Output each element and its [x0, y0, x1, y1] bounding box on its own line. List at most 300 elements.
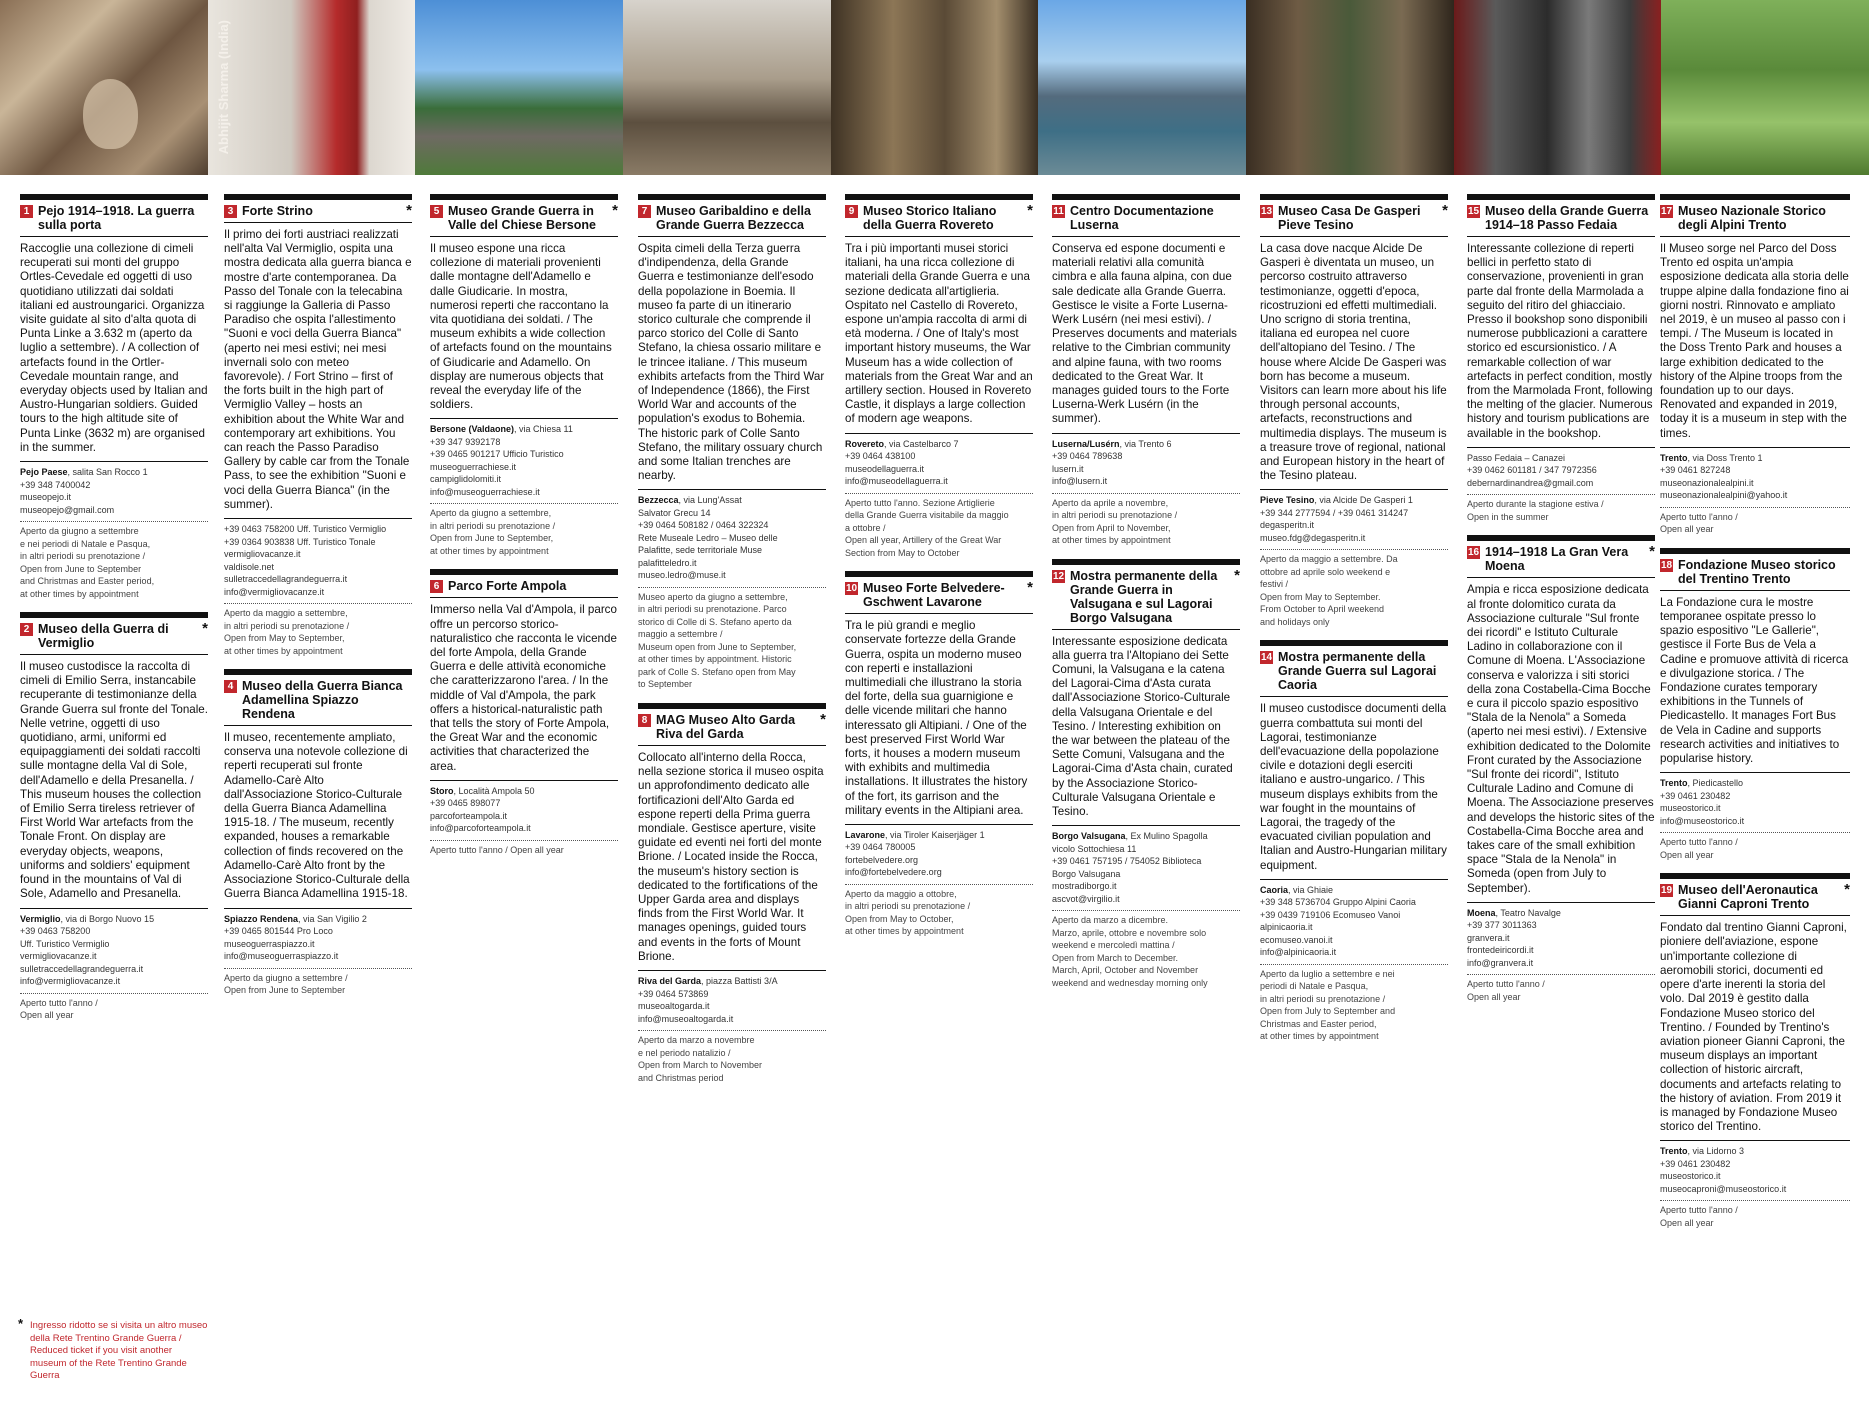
museum-contact-line: Rete Museale Ledro – Museo delle — [638, 532, 778, 543]
museum-contact-line: info@parcoforteampola.it — [430, 823, 531, 834]
opening-hours-line: in altri periodi su prenotazione / — [224, 620, 350, 631]
museum-entry-7 — [638, 194, 826, 691]
museum-contact-line: Borgo Valsugana — [1052, 868, 1121, 879]
museum-contact-line: sulletraccedellagrandeguerra.it — [20, 963, 144, 974]
museum-number-badge: 10 — [845, 583, 858, 595]
opening-hours-line: Open in the summer — [1467, 511, 1549, 522]
museum-header — [1052, 559, 1240, 625]
museum-header — [638, 194, 826, 232]
museum-contact-line: info@museoguerraspiazzo.it — [224, 951, 339, 961]
museum-number-badge: 6 — [430, 580, 443, 593]
museum-contact-line: museopejo@gmail.com — [20, 504, 115, 515]
museum-entry-13 — [1260, 194, 1448, 628]
opening-hours-line: and Christmas period — [638, 1072, 724, 1083]
museum-contact-line: ascvot@virgilio.it — [1052, 893, 1120, 904]
museum-address: Pejo Paese, salita San Rocco 1 — [20, 467, 148, 478]
opening-hours-line: Open from May to September, — [224, 633, 345, 644]
museum-title: Mostra permanente della Grande Guerra sul Lagorai Caoria — [1278, 650, 1437, 693]
opening-hours-line: Aperto da giugno a settembre, — [430, 508, 552, 519]
museum-address: Pieve Tesino, via Alcide De Gasperi 1 — [1260, 495, 1413, 506]
museum-entry-12 — [1052, 559, 1240, 990]
opening-hours-line: at other times by appointment — [224, 645, 343, 656]
photo-gallery — [1454, 0, 1662, 175]
museum-title: Centro Documentazione Luserna — [1070, 204, 1214, 232]
museum-number-badge: 17 — [1660, 206, 1673, 217]
museum-contact-line: museoguerraspiazzo.it — [224, 938, 315, 949]
museum-number-badge: 1 — [20, 205, 33, 218]
museum-contact-line: +39 0464 789638 — [1052, 451, 1123, 462]
museum-title: Museo Garibaldino e della Grande Guerra Bezzecca — [656, 204, 811, 232]
opening-hours-line: weekend e mercoledì mattina / — [1052, 940, 1175, 951]
museum-contact-line: museo.fdg@degasperitn.it — [1260, 532, 1366, 543]
footnote — [18, 1316, 210, 1383]
museum-address: Trento, via Lidorno 3 — [1660, 1146, 1745, 1157]
opening-hours-line: Aperto tutto l'anno / — [1467, 979, 1545, 990]
museum-contact-line: info@museoaltogarda.it — [638, 1013, 734, 1024]
opening-hours-line: at other times by appointment — [20, 588, 139, 599]
museum-entry-6 — [430, 569, 618, 856]
reduced-ticket-star-icon: * — [820, 710, 826, 728]
opening-hours-line: della Grande Guerra visitabile da maggio — [845, 510, 1009, 521]
museum-address: Lavarone, via Tiroler Kaiserjäger 1 — [845, 829, 985, 840]
museum-number-badge: 5 — [430, 205, 443, 218]
opening-hours-line: Aperto tutto l'anno / — [1660, 511, 1738, 522]
museum-opening-hours — [224, 603, 412, 657]
column-7 — [1260, 194, 1448, 1055]
museum-contact-line: +39 347 9392178 — [430, 436, 501, 447]
photo-fort-interior — [208, 0, 416, 175]
museum-contact — [638, 489, 826, 582]
museum-entry-4 — [224, 669, 412, 996]
museum-header — [20, 612, 208, 650]
museum-description: Conserva ed espone documenti e materiali relativi alla comunità cimbra e alla fauna alpina, con due sale dedicate alla Grande Guerra. Gestisce le visite a Forte Luserna-Werk Lusérn (nei mesi estivi). / Preserves documents and materials relative to the Cimbrian community and alpine fauna, with two rooms dedicated to the Great War. It manages guided tours to the Forte Luserna-Werk Lusérn (in the summer). — [1052, 236, 1240, 427]
museum-contact — [20, 908, 208, 988]
museum-contact-line: degasperitn.it — [1260, 520, 1315, 531]
museum-description: Interessante esposizione dedicata alla guerra tra l'Altopiano dei Sette Comuni, la Valsugana e la catena del Lagorai-Cima d'Asta curata dall'Associazione Storico-Culturale della Valsugana Orientale e del Tesino. / Interesting exhibition on the war between the plateau of the Sette Comuni, Valsugana and the Lagorai-Cima d'Asta chain, curated by the Associazione Storico-Culturale Valsugana Orientale e Tesino. — [1052, 629, 1240, 820]
opening-hours-line: Open all year — [20, 1010, 74, 1020]
museum-contact-line: museoguerrachiese.it — [430, 461, 517, 472]
museum-contact-line: +39 0461 230482 — [1660, 790, 1731, 801]
museum-header — [1467, 194, 1655, 232]
museum-opening-hours — [1052, 910, 1240, 989]
museum-contact-line: +39 0461 230482 — [1660, 1158, 1731, 1169]
photo-archive-photos — [0, 0, 208, 175]
museum-contact-line: info@granvera.it — [1467, 957, 1534, 968]
opening-hours-line: Open from March to December. — [1052, 952, 1179, 963]
museum-contact-line: +39 0464 780005 — [845, 842, 916, 853]
museum-contact-line: +39 0461 757195 / 754052 Biblioteca — [1052, 856, 1202, 867]
museum-entry-3 — [224, 194, 412, 657]
museum-number-badge: 9 — [845, 205, 858, 218]
opening-hours-line: Museo aperto da giugno a settembre, — [638, 591, 788, 602]
opening-hours-line: Aperto da marzo a novembre — [638, 1035, 755, 1045]
opening-hours-line: and holidays only — [1260, 616, 1330, 627]
museum-contact-line: info@vermigliovacanze.it — [20, 976, 121, 986]
opening-hours-line: in altri periodi su prenotazione / — [845, 901, 971, 912]
museum-address: Rovereto, via Castelbarco 7 — [845, 438, 959, 449]
museum-contact — [1467, 447, 1655, 490]
opening-hours-line: at other times by appointment — [430, 545, 549, 556]
museum-title: Museo della Guerra di Vermiglio — [38, 622, 169, 651]
opening-hours-line: Open from May to October, — [845, 913, 954, 924]
museum-opening-hours — [20, 993, 208, 1022]
museum-contact-line: +39 0462 601181 / 347 7972356 — [1467, 465, 1597, 476]
museum-description: Il primo dei forti austriaci realizzati nell'alta Val Vermiglio, ospita una mostra dedicata alla guerra bianca e mostre d'arte contemporanea. Da Passo del Tonale con la telecabina si raggiunge la Galleria di Passo Paradiso che ospita l'allestimento "Suoni e voci della Guerra Bianca" (aperto nei mesi estivi; nei mesi invernali solo con meteo favorevole). / Fort Strino – first of the forts built in the high part of Vermiglio Valley – hosts an exhibition about the White War and contemporary art exhibitions. You can reach the Passo Paradiso Gallery by cable car from the Tonale Pass, to see the exhibition "Suoni e voci della Guerra Bianca" (in the summer). — [224, 222, 412, 512]
opening-hours-line: Aperto da maggio a settembre, — [224, 608, 348, 619]
opening-hours-line: Open all year — [1660, 849, 1714, 860]
museum-contact-line: +39 0465 898077 — [430, 798, 501, 809]
opening-hours-line: Aperto tutto l'anno. Sezione Artiglierie — [845, 497, 995, 508]
museum-header — [845, 194, 1033, 232]
museum-contact-line: museo.ledro@muse.it — [638, 570, 726, 581]
museum-number-badge: 8 — [638, 714, 651, 727]
opening-hours-line: in altri periodi su prenotazione / — [1260, 993, 1386, 1004]
museum-entry-16 — [1467, 535, 1655, 1003]
museum-number-badge: 15 — [1467, 206, 1480, 217]
museum-title: Museo Storico Italiano della Guerra Rovereto — [863, 204, 997, 232]
opening-hours-line: Aperto tutto l'anno / — [1660, 837, 1738, 848]
museum-title: Museo Casa De Gasperi Pieve Tesino — [1278, 204, 1421, 232]
museum-entry-19 — [1660, 873, 1850, 1229]
museum-number-badge: 18 — [1660, 559, 1673, 571]
museum-contact — [430, 418, 618, 498]
museum-contact-line: sulletraccedellagrandeguerra.it — [224, 574, 348, 585]
opening-hours-line: maggio a settembre / — [638, 629, 723, 640]
museum-contact-line: parcoforteampola.it — [430, 810, 508, 821]
museum-title: Forte Strino — [242, 204, 313, 218]
reduced-ticket-star-icon: * — [612, 202, 618, 219]
opening-hours-line: Open all year — [1660, 524, 1714, 535]
museum-contact-line: vicolo Sottochiesa 11 — [1052, 843, 1137, 854]
museum-opening-hours — [1467, 494, 1655, 523]
museum-number-badge: 14 — [1260, 652, 1273, 664]
museum-contact-line: info@museostorico.it — [1660, 815, 1745, 826]
museum-entry-1 — [20, 194, 208, 600]
reduced-ticket-star-icon: * — [1844, 881, 1850, 899]
museum-contact-line: +39 0464 573869 — [638, 988, 709, 999]
museum-contact — [1260, 879, 1448, 959]
museum-address: Riva del Garda, piazza Battisti 3/A — [638, 976, 778, 986]
museum-contact-line: vermigliovacanze.it — [224, 549, 301, 560]
museum-contact-line: info@vermigliovacanze.it — [224, 586, 325, 597]
museum-description: Il museo custodisce la raccolta di cimeli di Emilio Serra, instancabile recuperante di testimonianze della Grande Guerra sul fronte del Tonale. Nelle vetrine, oggetti di uso quotidiano, armi, uniformi ed equipaggiamenti dei soldati raccolti sulle montagne della Val di Sole, dell'Adamello e della Presanella. / This museum houses the collection of Emilio Serra tireless retriever of First World War artefacts from the Tonale Front. On display are everyday objects, weapons, uniforms and soldiers' equipment found in the mountains of Val di Sole, Adamello and Presanella. — [20, 654, 208, 901]
museum-description: Il museo espone una ricca collezione di materiali provenienti dalle montagne dell'Adamello e dalle Giudicarie. In mostra, numerosi reperti che raccontano la vita quotidiana dei soldati. / The museum exhibits a wide collection of artefacts found on the mountains of Giudicarie and Adamello. On display are numerous objects that reveal the everyday life of the soldiers. — [430, 236, 618, 412]
museum-entry-2 — [20, 612, 208, 1021]
reduced-ticket-star-icon: * — [1234, 566, 1240, 584]
museum-contact-line: museostorico.it — [1660, 1171, 1721, 1182]
museum-contact-line: +39 0464 438100 — [845, 451, 916, 462]
museum-description: Raccoglie una collezione di cimeli recuperati sui monti del gruppo Ortles-Cevedale ed oggetti di uso quotidiano utilizzati dai soldati italiani ed austroungarici. Organizza visite guidate al sito d'alta quota di Punta Linke a 3.632 m (aperto da luglio a settembre). / A collection of artefacts found in the Ortler-Cevedale mountain range, and everyday objects used by Italian and Austro-Hungarian soldiers. Guided tours to the high altitude site of Punta Linke (3632 m) are organised in the summer. — [20, 236, 208, 455]
opening-hours-line: periodi di Natale e Pasqua, — [1260, 981, 1369, 992]
museum-contact-line: info@lusern.it — [1052, 476, 1108, 487]
opening-hours-line: Aperto da maggio a ottobre, — [845, 888, 957, 899]
museum-address: Vermiglio, via di Borgo Nuovo 15 — [20, 913, 155, 924]
museum-contact-line: +39 0461 827248 — [1660, 465, 1731, 476]
museum-opening-hours — [224, 968, 412, 997]
museum-contact — [1467, 902, 1655, 970]
column-6 — [1052, 194, 1240, 1001]
opening-hours-line: Aperto tutto l'anno / Open all year — [430, 844, 564, 855]
opening-hours-line: Open from July to September and — [1260, 1006, 1396, 1017]
museum-contact-line: +39 0465 801544 Pro Loco — [224, 926, 333, 936]
museum-header — [1660, 194, 1850, 232]
museum-address: Moena, Teatro Navalge — [1467, 907, 1561, 918]
photo-artillery — [623, 0, 831, 175]
museum-entry-10 — [845, 571, 1033, 938]
opening-hours-line: at other times by appointment — [1260, 1031, 1379, 1042]
museum-description: Il museo custodisce documenti della guerra combattuta sui monti del Lagorai, testimonianze dell'evacuazione della popolazione civile e dotazioni degli eserciti italiano e austro-ungarico. / This museum displays exhibits from the war fought in the mountains of Lagorai, the tragedy of the evacuated civilian population and Italian and Austro-Hungarian military equipment. — [1260, 696, 1448, 872]
museum-contact-line: museostorico.it — [1660, 803, 1721, 814]
museum-contact — [1660, 772, 1850, 827]
museum-entry-18 — [1660, 548, 1850, 861]
opening-hours-line: Aperto da aprile a novembre, — [1052, 497, 1169, 508]
opening-hours-line: Open all year, Artillery of the Great War — [845, 535, 1002, 546]
museum-header — [20, 194, 208, 232]
museum-description: Ospita cimeli della Terza guerra d'indipendenza, della Grande Guerra e testimonianze dell'esodo della popolazione in Boemia. Il museo fa parte di un itinerario storico culturale che comprende il parco storico del Colle di Santo Stefano, la chiesa ossario militare e le trincee italiane. / This museum exhibits artefacts from the Third War of Independence (1866), the First World War and accounts of the population's exodus to Bohemia. The historic park of Colle Santo Stefano, the military ossuary church and some Italian trenches are nearby. — [638, 236, 826, 483]
column-3 — [430, 194, 618, 868]
museum-contact-line: alpinicaoria.it — [1260, 922, 1313, 933]
opening-hours-line: Open from May to September. — [1260, 591, 1381, 602]
opening-hours-line: Open all year — [1467, 991, 1521, 1002]
opening-hours-line: From October to April weekend — [1260, 604, 1385, 615]
museum-entry-11 — [1052, 194, 1240, 547]
opening-hours-line: Aperto tutto l'anno / — [1660, 1205, 1738, 1216]
museum-header — [224, 194, 412, 218]
column-4 — [638, 194, 826, 1096]
museum-entry-14 — [1260, 640, 1448, 1042]
opening-hours-line: at other times by appointment — [1052, 535, 1171, 546]
museum-contact — [1660, 1140, 1850, 1195]
museum-opening-hours — [1260, 964, 1448, 1043]
museum-contact-line: Palafitte, sede territoriale Muse — [638, 545, 763, 556]
column-5 — [845, 194, 1033, 950]
museum-description: La casa dove nacque Alcide De Gasperi è diventata un museo, un percorso costruito attraverso testimonianze, oggetti d'epoca, ricostruzioni ed effetti multimediali. Uno scrigno di storia trentina, italiana ed europea nel cuore dell'altopiano del Tesino. / The house where Alcide De Gasperi was born has become a museum. Visitors can learn more about his life through personal accounts, artefacts, reconstructions and multimedia displays. The museum is a treasure trove of regional, national and European history in the heart of the Tesino plateau. — [1260, 236, 1448, 483]
museum-entry-8 — [638, 703, 826, 1084]
museum-title: Mostra permanente della Grande Guerra in Valsugana e sul Lagorai Borgo Valsugana — [1070, 568, 1218, 625]
photo-lake-garda — [1038, 0, 1246, 175]
opening-hours-line: Aperto tutto l'anno / — [20, 997, 98, 1008]
museum-description: Collocato all'interno della Rocca, nella sezione storica il museo ospita un approfondimento dedicato alle fortificazioni dell'Alto Garda ed espone reperti della Prima guerra mondiale. Gestisce aperture, visite guidate ed eventi nei forti del monte Brione. / Located inside the Rocca, the museum's history section is dedicated to the fortifications of the Upper Garda area and displays finds from the First World War. It manages openings, guided tours and events in the forts of Mount Brione. — [638, 745, 826, 964]
museum-contact-line: +39 344 2777594 / +39 0461 314247 — [1260, 507, 1409, 518]
opening-hours-line: to September — [638, 679, 693, 690]
museum-contact-line: mostradiborgo.it — [1052, 881, 1117, 892]
opening-hours-line: Aperto da giugno a settembre — [20, 526, 139, 537]
museum-contact-line: info@fortebelvedere.org — [845, 867, 942, 878]
opening-hours-line: at other times by appointment. Historic — [638, 654, 792, 665]
museum-header — [1660, 548, 1850, 586]
museum-address: Borgo Valsugana, Ex Mulino Spagolla — [1052, 831, 1208, 842]
museum-header — [430, 194, 618, 232]
opening-hours-line: and Christmas and Easter period, — [20, 576, 155, 587]
museum-number-badge: 16 — [1467, 547, 1480, 559]
opening-hours-line: in altri periodi su prenotazione / — [1052, 510, 1178, 521]
museum-description: Ampia e ricca esposizione dedicata al fronte dolomitico curata da Associazione culturale "Sul fronte dei ricordi" e Istituto Culturale Ladino in collaborazione con il Comune di Moena. L'Associazione conserva e valorizza i siti storici della zona Costabella-Cima Bocche e cura il piccolo spazio espositivo "Stala de la Nenola" a Someda (aperto nei mesi estivi). / Extensive exhibition dedicated to the Dolomite Front curated by the Associazione "Sul fronte dei ricordi", Istituto Culturale Ladino and Comune di Moena. The Associazione preserves and develops the historic sites of the Costabella-Cima Bocche area and takes care of the small exhibition space "Stala de la Nenola" in Someda (open from July to September). — [1467, 577, 1655, 895]
museum-contact — [1052, 825, 1240, 905]
museum-contact — [20, 461, 208, 516]
museum-contact-line: campiglidolomiti.it — [430, 474, 502, 485]
museum-title: Museo della Grande Guerra 1914–18 Passo Fedaia — [1485, 204, 1649, 232]
opening-hours-line: Aperto da luglio a settembre e nei — [1260, 968, 1395, 979]
museum-contact-line: museonazionalealpini.it — [1660, 477, 1754, 488]
museum-entry-9 — [845, 194, 1033, 559]
museum-description: Il museo, recentemente ampliato, conserva una notevole collezione di reperti recuperati sul fronte Adamello-Carè Alto dall'Associazione Storico-Culturale della Guerra Bianca Adamellina 1915-18. / The museum, recently expanded, houses a remarkable collection of finds recovered on the Adamello-Carè Alto front by the Associazione Storico-Culturale della Guerra Bianca Adamellina 1915-18. — [224, 725, 412, 901]
opening-hours-line: e nei periodi di Natale e Pasqua, — [20, 538, 151, 549]
museum-contact-line: +39 0439 719106 Ecomuseo Vanoi — [1260, 909, 1401, 920]
opening-hours-line: at other times by appointment — [845, 926, 964, 937]
opening-hours-line: Aperto da maggio a settembre. Da — [1260, 554, 1398, 565]
museum-opening-hours — [845, 884, 1033, 938]
museum-contact-line: +39 377 3011363 — [1467, 920, 1537, 931]
museum-address: Trento, Piedicastello — [1660, 778, 1744, 789]
museum-contact-line: Salvator Grecu 14 — [638, 507, 711, 518]
opening-hours-line: in altri periodi su prenotazione / — [430, 520, 556, 531]
museum-title: Fondazione Museo storico del Trentino Trento — [1678, 557, 1836, 586]
museum-address: Caoria, via Ghiaie — [1260, 884, 1334, 895]
museum-contact — [638, 970, 826, 1025]
museum-address: Trento, via Doss Trento 1 — [1660, 452, 1763, 463]
museum-contact-line: info@museoguerrachiese.it — [430, 486, 540, 497]
opening-hours-line: Aperto durante la stagione estiva / — [1467, 499, 1604, 510]
museum-contact — [845, 433, 1033, 488]
reduced-ticket-star-icon: * — [406, 202, 412, 219]
opening-hours-line: Section from May to October — [845, 547, 960, 558]
museum-number-badge: 19 — [1660, 885, 1673, 897]
museum-contact-line: +39 348 5736704 Gruppo Alpini Caoria — [1260, 897, 1416, 908]
museum-opening-hours — [1467, 974, 1655, 1003]
opening-hours-line: a ottobre / — [845, 522, 886, 533]
museum-description: Il Museo sorge nel Parco del Doss Trento ed ospita un'ampia esposizione dedicata alla storia delle truppe alpine dalla fondazione fino ai giorni nostri. Rinnovato e ampliato nel 2019, è un museo al passo con i tempi. / The Museum is located in the Doss Trento Park and houses a large exhibition dedicated to the history of the Alpine troops from the foundation up to our days. Renovated and expanded in 2019, today it is a museum in step with the times. — [1660, 236, 1850, 441]
column-8 — [1467, 194, 1655, 1015]
museum-opening-hours — [1052, 493, 1240, 547]
opening-hours-line: Open from March to November — [638, 1060, 763, 1070]
museum-contact-line: +39 0464 508182 / 0464 322324 — [638, 520, 769, 531]
museum-address: Bersone (Valdaone), via Chiesa 11 — [430, 424, 573, 435]
museum-description: Tra le più grandi e meglio conservate fortezze della Grande Guerra, ospita un moderno museo con reperti e installazioni multimediali che illustrano la storia del forte, della sua guarnigione e delle vicende militari che hanno interessato gli Altipiani. / One of the best preserved First World War forts, it houses a modern museum with exhibits and multimedia installations. It illustrates the history of the fort, its garrison and the military events in the Altipiani area. — [845, 613, 1033, 818]
museum-contact-line: vermigliovacanze.it — [20, 951, 97, 961]
museum-number-badge: 4 — [224, 680, 237, 693]
opening-hours-line: Museum open from June to September, — [638, 641, 797, 652]
museum-header — [638, 703, 826, 741]
museum-address: Passo Fedaia – Canazei — [1467, 452, 1566, 463]
museum-contact-line: palafitteledro.it — [638, 557, 697, 568]
museum-contact-line: ecomuseo.vanoi.it — [1260, 934, 1333, 945]
museum-number-badge: 2 — [20, 623, 33, 636]
museum-header — [1260, 640, 1448, 692]
museum-title: Museo Grande Guerra in Valle del Chiese Bersone — [448, 204, 596, 232]
reduced-ticket-star-icon: * — [1649, 543, 1655, 561]
museum-contact — [1052, 433, 1240, 488]
museum-address: +39 0463 758200 Uff. Turistico Vermiglio — [224, 524, 387, 535]
museum-description: Fondato dal trentino Gianni Caproni, pioniere dell'aviazione, espone un'importante collezione di aeromobili storici, documenti ed opere d'arte inerenti la storia del volo. Dal 2019 è gestito dalla Fondazione Museo storico del Trentino. / Founded by Trentino's aviation pioneer Gianni Caproni, the museum displays an important collection of historic aircraft, documents and artefacts relating to the history of aviation. From 2019 it is managed by Fondazione Museo storico del Trentino. — [1660, 915, 1850, 1134]
photo-strip — [0, 0, 1869, 175]
opening-hours-line: March, April, October and November — [1052, 965, 1199, 976]
museum-title: 1914–1918 La Gran Vera Moena — [1485, 545, 1629, 574]
museum-contact-line: +39 0463 758200 — [20, 926, 91, 936]
museum-title: Museo della Guerra Bianca Adamellina Spiazzo Rendena — [242, 679, 403, 722]
museum-header — [1467, 535, 1655, 573]
museum-description: La Fondazione cura le mostre temporanee ospitate presso lo spazio espositivo "Le Gallerie", gestisce il Forte Bus de Vela a Cadine e promuove attività di ricerca e divulgazione storica. / The Fondazione curates temporary exhibitions in the Tunnels of Piedicastello. It manages Fort Bus de Vela in Cadine and supports research activities and initiatives to popularise history. — [1660, 590, 1850, 766]
museum-opening-hours — [1660, 832, 1850, 861]
opening-hours-line: ottobre ad aprile solo weekend e — [1260, 566, 1391, 577]
opening-hours-line: weekend and wednesday morning only — [1052, 977, 1208, 988]
museum-contact — [1660, 447, 1850, 502]
opening-hours-line: Open from June to September, — [430, 533, 554, 544]
opening-hours-line: in altri periodi su prenotazione / — [20, 551, 146, 562]
opening-hours-line: in altri periodi su prenotazione. Parco — [638, 604, 787, 615]
footnote-star-icon: * — [18, 1316, 24, 1331]
column-1 — [20, 194, 208, 1034]
opening-hours-line: storico di Colle di S. Stefano aperto da — [638, 616, 792, 627]
museum-address: Spiazzo Rendena, via San Vigilio 2 — [224, 913, 367, 924]
museum-title: MAG Museo Alto Garda Riva del Garda — [656, 712, 796, 741]
reduced-ticket-star-icon: * — [1027, 579, 1033, 597]
museum-description: Tra i più importanti musei storici italiani, ha una ricca collezione di materiali della Grande Guerra e una sezione dedicata all'artiglieria. Ospitato nel Castello di Rovereto, espone un'ampia raccolta di armi di età moderna. / One of Italy's most important history museums, the War Museum has a wide collection of materials from the Great War and an artillery section. Housed in Rovereto Castle, it displays a large collection of modern age weapons. — [845, 236, 1033, 427]
museum-contact-line: debernardinandrea@gmail.com — [1467, 477, 1594, 488]
museum-description: Immerso nella Val d'Ampola, il parco offre un percorso storico-naturalistico che racconta le vicende del forte Ampola, della Grande Guerra e delle attività economiche che caratterizzarono l'area. / In the middle of Val d'Ampola, the park offers a historical-naturalistic path that tells the story of Forte Ampola, the Great War and the economic activities that characterized the area. — [430, 597, 618, 773]
museum-contact-line: museocaproni@museostorico.it — [1660, 1183, 1787, 1194]
opening-hours-line: Marzo, aprile, ottobre e novembre solo — [1052, 927, 1207, 938]
museum-title: Pejo 1914–1918. La guerra sulla porta — [38, 204, 195, 232]
museum-contact-line: museonazionalealpini@yahoo.it — [1660, 490, 1788, 501]
column-2 — [224, 194, 412, 1009]
museum-contact-line: valdisole.net — [224, 561, 275, 572]
museum-contact-line: lusern.it — [1052, 463, 1084, 474]
photo-weapons-display — [831, 0, 1039, 175]
opening-hours-line: Open from June to September — [20, 563, 142, 574]
opening-hours-line: Open from April to November, — [1052, 522, 1171, 533]
museum-title: Museo Forte Belvedere-Gschwent Lavarone — [863, 581, 1005, 610]
museum-opening-hours — [1660, 507, 1850, 536]
museum-number-badge: 11 — [1053, 206, 1064, 217]
museum-entry-15 — [1467, 194, 1655, 523]
reduced-ticket-star-icon: * — [1027, 202, 1033, 219]
museum-title: Parco Forte Ampola — [448, 579, 567, 594]
opening-hours-line: Aperto da marzo a dicembre. — [1052, 915, 1169, 926]
opening-hours-line: Christmas and Easter period, — [1260, 1018, 1377, 1029]
museum-address: Luserna/Lusérn, via Trento 6 — [1052, 438, 1172, 449]
museum-contact-line: +39 0364 903838 Uff. Turistico Tonale — [224, 536, 376, 547]
museum-contact-line: +39 348 7400042 — [20, 479, 91, 490]
museum-header — [1052, 194, 1240, 232]
column-9 — [1660, 194, 1850, 1241]
opening-hours-line: Open all year — [1660, 1217, 1714, 1228]
museum-address: Storo, Località Ampola 50 — [430, 785, 535, 796]
museum-contact-line: frontedeiricordi.it — [1467, 945, 1534, 956]
museum-contact-line: info@museodellaguerra.it — [845, 476, 948, 487]
museum-opening-hours — [638, 587, 826, 691]
museum-contact-line: museopejo.it — [20, 492, 72, 503]
museum-header — [845, 571, 1033, 609]
reduced-ticket-star-icon: * — [1442, 202, 1448, 219]
museum-number-badge: 7 — [638, 205, 651, 218]
museum-number-badge: 13 — [1260, 206, 1273, 217]
museum-contact-line: info@alpinicaoria.it — [1260, 947, 1337, 958]
museum-description: Interessante collezione di reperti bellici in perfetto stato di conservazione, provenienti in gran parte dal fronte della Marmolada a seguito del ritiro del ghiacciaio. Presso il bookshop sono disponibili numerose pubblicazioni a carattere storico ed escursionistico. / A remarkable collection of war artefacts in perfect condition, mostly from the Marmolada Front, following the melting of the glacier. Numerous history and tourism publications are available in the bookshop. — [1467, 236, 1655, 441]
museum-contact-line: Uff. Turistico Vermiglio — [20, 938, 110, 949]
museum-contact-line: museoaltogarda.it — [638, 1001, 710, 1011]
museum-title: Museo dell'Aeronautica Gianni Caproni Trento — [1678, 883, 1818, 912]
museum-contact — [224, 908, 412, 963]
museum-contact-line: fortebelvedere.org — [845, 854, 919, 865]
museum-header — [1260, 194, 1448, 232]
museum-contact — [845, 824, 1033, 879]
opening-hours-line: e nel periodo natalizio / — [638, 1047, 731, 1058]
museum-address: Bezzecca, via Lung'Assat — [638, 495, 742, 506]
museum-opening-hours — [20, 521, 208, 600]
museum-contact-line: +39 0465 901217 Ufficio Turistico — [430, 449, 564, 460]
museum-contact-line: museodellaguerra.it — [845, 463, 925, 474]
museum-title: Museo Nazionale Storico degli Alpini Trento — [1678, 204, 1826, 232]
